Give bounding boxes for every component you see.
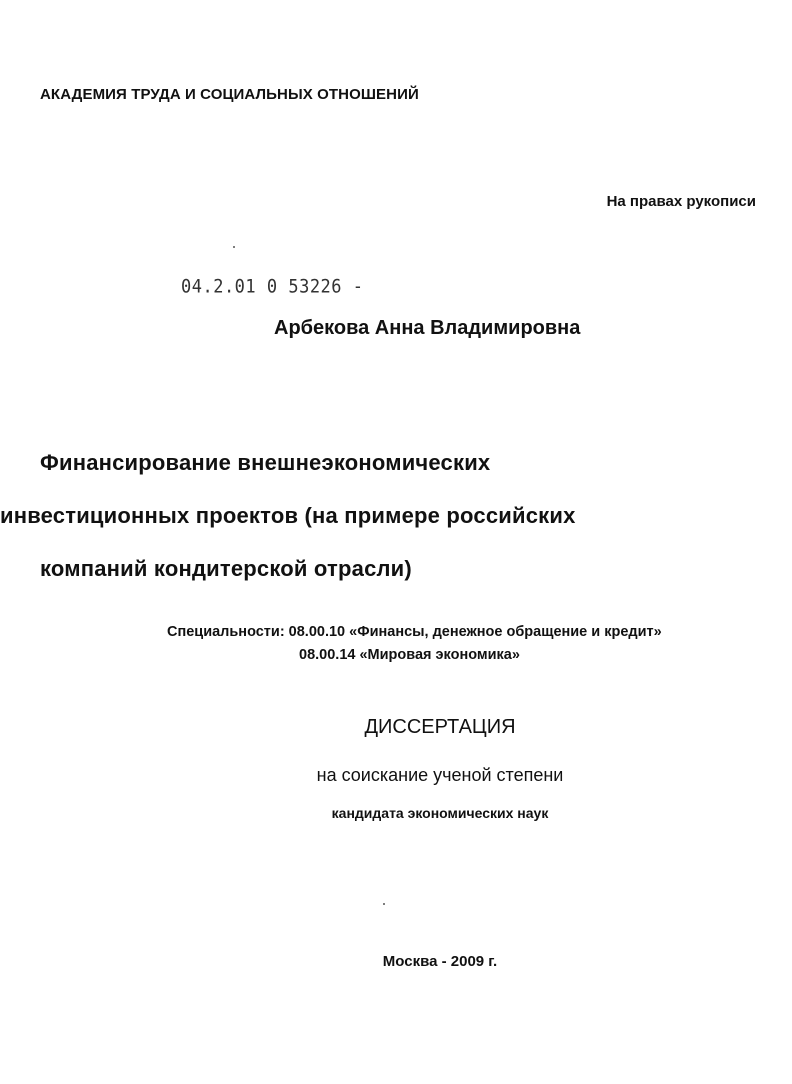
scan-speck <box>233 246 235 248</box>
specialty-line-1: Специальности: 08.00.10 «Финансы, денежное обращение и кредит» <box>167 624 662 640</box>
dissertation-title-line-2: инвестиционных проектов (на примере российских <box>0 503 576 528</box>
institution-name: АКАДЕМИЯ ТРУДА И СОЦИАЛЬНЫХ ОТНОШЕНИЙ <box>40 86 419 103</box>
scan-speck <box>383 903 385 905</box>
degree-field: кандидата экономических наук <box>331 805 549 821</box>
dissertation-title-line-1: Финансирование внешнеэкономических <box>40 450 491 475</box>
degree-sought-line: на соискание ученой степени <box>316 765 564 785</box>
city-and-year: Москва - 2009 г. <box>382 953 498 970</box>
author-name: Арбекова Анна Владимировна <box>274 317 581 339</box>
dissertation-title-line-3: компаний кондитерской отрасли) <box>40 556 412 581</box>
specialty-line-2: 08.00.14 «Мировая экономика» <box>299 647 520 663</box>
archive-stamp-number: 04.2.01 0 53226 - <box>181 276 364 298</box>
document-type-heading: ДИССЕРТАЦИЯ <box>364 716 516 738</box>
manuscript-rights-note: На правах рукописи <box>606 193 756 210</box>
